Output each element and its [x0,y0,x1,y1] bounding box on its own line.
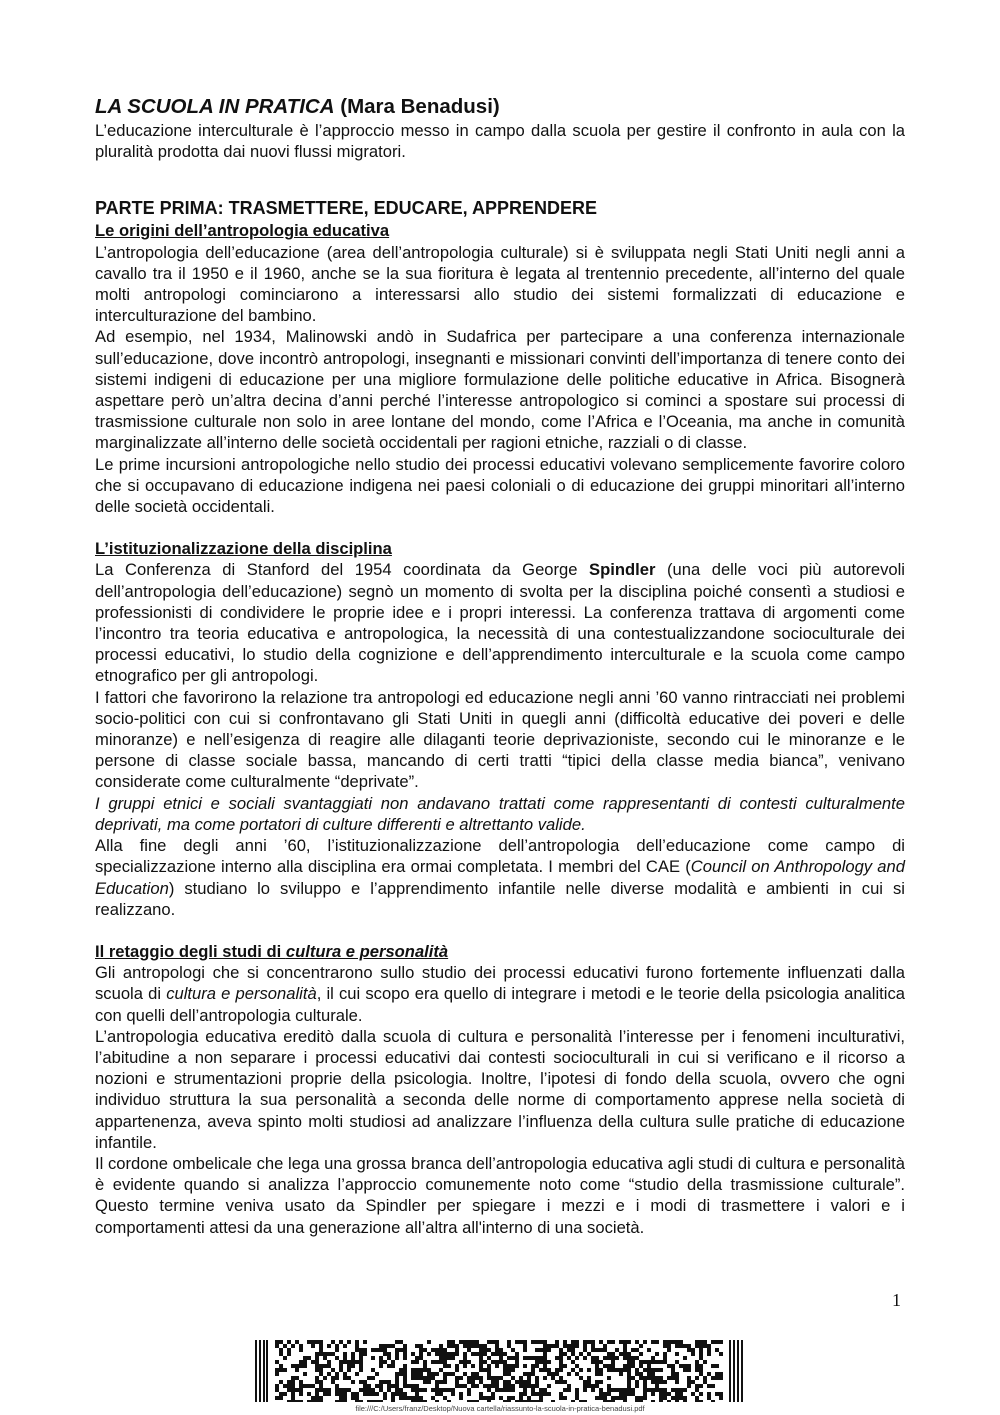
section1-paragraph-3: Le prime incursioni antropologiche nello studio dei processi educativi volevano semplicemente favorire coloro che si occupavano di educazione indigena nei paesi coloniali o di educazione dei gruppi minoritari all’interno delle società occidentali. [95,454,905,517]
title-author: (Mara Benadusi) [334,95,500,118]
footer-file-path: file:///C:/Users/franz/Desktop/Nuova cartella/riassunto-la-scuola-in-pratica-benadusi.pdf [355,1404,645,1413]
section3-p1-end: , il cui scopo era quello di integrare i metodi e le teorie della psicologia analitica con quelli dell’antropologia culturale. [95,984,905,1025]
section-gap [95,920,905,941]
section3-paragraph-2: L’antropologia educativa ereditò dalla scuola di cultura e personalità l’interesse per i fenomeni inculturativi, l’abitudine a non separare i processi educativi dai contesti socioculturali in cui si verificano e il ricorso a nozioni e strumentazioni proprie della psicologia. Inoltre, l’ipotesi di fondo della scuola, ovvero che ogni individuo struttura la sua personalità a seconda delle norme di comportamento apprese nella società di appartenenza, aveva spinto molti studiosi ad analizzare l’influenza della cultura sulle pratiche di educazione infantile. [95,1026,905,1152]
section2-heading: L’istituzionalizzazione della disciplina [95,539,392,559]
title-text: LA SCUOLA IN PRATICA [95,95,335,118]
section3-p1-start: Gli antropologi che si concentrarono sullo studio dei processi educativi furono fortemente influenzati dalla scuola di [95,963,905,1004]
page-number: 1 [892,1290,901,1310]
cae-full-name: Council on Anthropology and Education [95,857,905,898]
section1-paragraph-1: L’antropologia dell’educazione (area dell’antropologia culturale) si è sviluppata negli Stati Uniti negli anni a cavallo tra il 1950 e il 1960, anche se la sua fioritura è legata al trentennio precedente, all’interno del quale molti antropologi cominciarono a interessarsi allo studio dei sistemi formalizzati di educazione e interculturazione del bambino. [95,242,905,326]
section2-paragraph-1 [95,559,905,686]
section1-heading: Le origini dell’antropologia educativa [95,221,390,241]
section2-paragraph-2: I fattori che favorirono la relazione tra antropologi ed educazione negli anni ’60 vanno rintracciati nei problemi socio-politici con cui si confrontavano gli Stati Uniti in quegli anni (difficoltà educative dei poveri e delle minoranze) e nell’esigenza di reagire alle dilaganti teorie deprivazioniste, secondo cui le minoranze e le persone di classe sociale bassa, mancando di certi tratti “tipici della classe media bianca”, venivano considerate come culturalmente “deprivate”. [95,687,905,792]
section3-paragraph-3: Il cordone ombelicale che lega una grossa branca dell’antropologia educativa agli studi di cultura e personalità è evidente quando si analizza l’approccio comunemente noto come “studio della trasmissione culturale”. Questo termine veniva usato da Spindler per spiegare i mezzi e i modi di trasmettere i valori e i comportamenti attesi da una generazione all’altra all'interno di una società. [95,1153,905,1237]
section3-heading-italic: cultura e personalità [285,941,449,961]
section2-p1-end: (una delle voci più autorevoli dell’antropologia dell’educazione) segnò un momento di svolta per la disciplina poiché consentì a studiosi e professionisti di condividere le proprie idee e i propri interessi. La conferenza trattava di argomenti come l’incontro tra teoria educativa e antropologica, la necessità di una contestualizzandone socioculturale dei processi educativi, lo studio della cognizione e dell’apprendimento interculturale e la scuola come campo etnografico per gli antropologi. [95,560,905,686]
section2-paragraph-3: I gruppi etnici e sociali svantaggiati non andavano trattati come rappresentanti di contesti culturalmente deprivati, ma come portatori di culture differenti e altrettanto valide. [95,793,905,834]
section3-p1-italic: cultura e personalità [166,984,317,1004]
section2-p1-start: La Conferenza di Stanford del 1954 coordinata da George [95,560,590,580]
spindler-name: Spindler [589,560,656,580]
section2-p4-start: Alla fine degli anni ’60, l’istituzionalizzazione dell’antropologia dell’educazione come campo di specializzazione interno alla disciplina era ormai completata. I membri del CAE ( [95,836,905,877]
part-heading: PARTE PRIMA: TRASMETTERE, EDUCARE, APPRENDERE [95,198,598,219]
intro-paragraph: L’educazione interculturale è l’approccio messo in campo dalla scuola per gestire il confronto in aula con la pluralità prodotta dai nuovi flussi migratori. [95,121,905,162]
section2-p4-end: ) studiano lo sviluppo e l’apprendimento infantile nelle diverse modalità e ambienti in cui si realizzano. [95,878,905,919]
document-title [95,94,905,120]
section-gap [95,517,905,538]
section3-heading [95,941,905,962]
barcode-image [255,1340,743,1402]
section3-paragraph-1 [95,962,905,1026]
page-content [95,94,905,1238]
section1-paragraph-2: Ad esempio, nel 1934, Malinowski andò in Sudafrica per partecipare a una conferenza internazionale sull’educazione, dove incontrò antropologi, insegnanti e missionari convinti dell’importanza di tenere conto dei sistemi indigeni di educazione per una migliore formulazione delle politiche educative in Africa. Bisognerà aspettare però un’altra decina d’anni perché l’interesse antropologico si cominci a spostare sui processi di trasmissione culturale non solo in aree lontane del mondo, come l’Africa e l’Oceania, ma anche in comunità marginalizzate all’interno delle società occidentali per ragioni etniche, razziali o di classe. [95,327,905,453]
section2-paragraph-4 [95,835,905,920]
section3-heading-start: Il retaggio degli studi di [95,941,286,961]
